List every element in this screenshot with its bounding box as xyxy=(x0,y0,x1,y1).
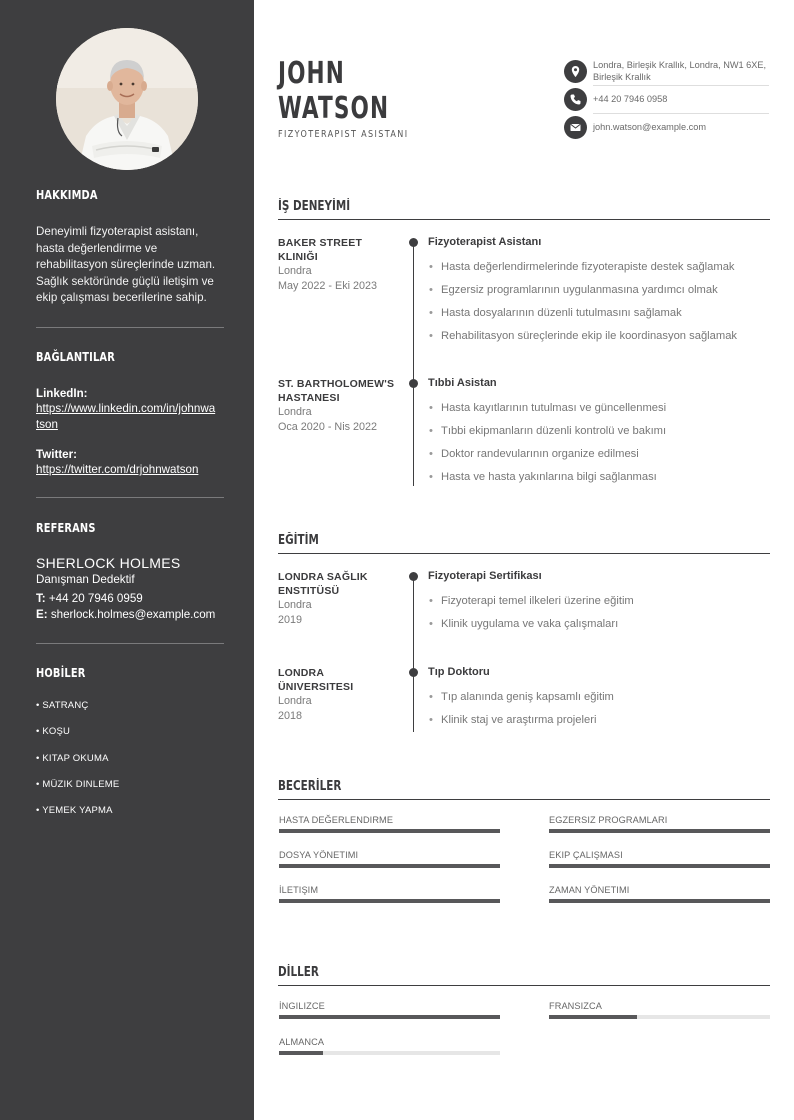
job-role: Tıbbi Asistan xyxy=(428,377,497,389)
education-bullet: • Klinik uygulama ve vaka çalışmaları xyxy=(429,618,618,630)
phone-icon xyxy=(564,88,587,111)
envelope-icon xyxy=(564,116,587,139)
degree-title: Fizyoterapi Sertifikası xyxy=(428,570,542,582)
education-entry-meta xyxy=(278,571,396,627)
school-name: LONDRA ÜNIVERSITESI xyxy=(278,667,354,693)
education-timeline xyxy=(413,576,414,732)
reference-block xyxy=(36,554,224,623)
sidebar-divider xyxy=(36,643,224,644)
timeline-dot xyxy=(409,379,418,388)
hobby-item: • SATRANÇ xyxy=(36,700,89,711)
skill-name: İLETIŞIM xyxy=(279,885,319,895)
employer-location: Londra xyxy=(278,406,312,418)
hobby-item: • KOŞU xyxy=(36,726,71,738)
language-name: İNGILIZCE xyxy=(279,1001,325,1011)
job-title: FIZYOTERAPIST ASISTANI xyxy=(278,129,409,140)
profile-photo xyxy=(56,28,198,170)
twitter-label: Twitter: xyxy=(36,448,78,461)
section-rule xyxy=(278,553,770,554)
linkedin-label: LinkedIn: xyxy=(36,387,88,400)
contact-address: Londra, Birleşik Krallık, Londra, NW1 6XE, Birleşik Krallık xyxy=(593,60,767,82)
sidebar xyxy=(0,0,254,1120)
education-title: EĞİTİM xyxy=(278,533,319,548)
contact-divider xyxy=(593,85,769,86)
language-item xyxy=(549,1000,770,1012)
reference-role: Danışman Dedektif xyxy=(36,573,135,586)
skill-item xyxy=(549,884,770,896)
reference-phone-label: T: xyxy=(36,592,46,605)
reference-email-row xyxy=(36,607,224,623)
reference-phone: +44 20 7946 0959 xyxy=(48,592,143,605)
education-year: 2018 xyxy=(278,709,303,722)
language-bar-track xyxy=(279,1015,500,1019)
about-text: Deneyimli fizyoterapist asistanı, hasta değerlendirme ve rehabilitasyon süreçlerinde uzman. Sağlık sektöründe güçlü iletişim ve ekip çalışması becerilerine sahip. xyxy=(36,225,216,304)
linkedin-link-block xyxy=(36,386,224,433)
links-title: BAĞLANTILAR xyxy=(36,350,115,364)
contact-phone-row xyxy=(564,88,770,114)
education-bullet: • Tıp alanında geniş kapsamlı eğitim xyxy=(429,691,614,703)
language-bar-fill xyxy=(549,1015,637,1019)
skill-bar-fill xyxy=(549,829,770,833)
person-photo-illustration xyxy=(56,28,198,170)
skill-bar-fill xyxy=(549,899,770,903)
reference-phone-row xyxy=(36,591,224,607)
language-bar-fill xyxy=(279,1051,323,1055)
contact-address-row xyxy=(564,60,770,86)
employer-name: BAKER STREET KLINIĞI xyxy=(278,237,363,263)
sidebar-divider xyxy=(36,327,224,328)
about-title: HAKKIMDA xyxy=(36,188,98,202)
reference-email-label: E: xyxy=(36,608,48,621)
reference-email: sherlock.holmes@example.com xyxy=(50,608,216,621)
language-name: FRANSIZCA xyxy=(549,1001,602,1011)
experience-bullet: • Hasta dosyalarının düzenli tutulmasını sağlamak xyxy=(429,307,682,319)
skill-item xyxy=(279,814,500,826)
hobby-item: • KITAP OKUMA xyxy=(36,752,109,764)
experience-bullet: • Hasta ve hasta yakınlarına bilgi sağlanması xyxy=(429,471,657,483)
hobbies-section xyxy=(36,666,224,680)
skill-name: EGZERSIZ PROGRAMLARI xyxy=(549,815,668,825)
experience-entry-meta xyxy=(278,237,396,293)
skill-name: DOSYA YÖNETIMI xyxy=(279,850,359,860)
about-section xyxy=(36,188,224,202)
skills-title: BECERİLER xyxy=(278,779,342,794)
degree-title: Tıp Doktoru xyxy=(428,666,490,678)
hobby-item: • YEMEK YAPMA xyxy=(36,805,113,817)
timeline-dot xyxy=(409,668,418,677)
skill-item xyxy=(279,884,500,896)
experience-bullet: • Egzersiz programlarının uygulanmasına yardımcı olmak xyxy=(429,284,718,296)
sidebar-divider xyxy=(36,497,224,498)
twitter-link[interactable]: https://twitter.com/drjohnwatson xyxy=(36,463,199,476)
employment-dates: Oca 2020 - Nis 2022 xyxy=(278,420,378,433)
location-pin-icon xyxy=(564,60,587,83)
skill-bar-track xyxy=(279,829,500,833)
skill-item xyxy=(549,814,770,826)
languages-title: DİLLER xyxy=(278,965,319,980)
experience-bullet: • Doktor randevularının organize edilmesi xyxy=(429,448,639,460)
skill-bar-fill xyxy=(279,829,500,833)
skill-bar-track xyxy=(279,864,500,868)
experience-bullet: • Rehabilitasyon süreçlerinde ekip ile koordinasyon sağlamak xyxy=(429,330,737,342)
language-bar-track xyxy=(549,1015,770,1019)
experience-timeline xyxy=(413,242,414,486)
experience-entry-meta xyxy=(278,378,396,434)
skill-bar-track xyxy=(549,899,770,903)
reference-name: SHERLOCK HOLMES xyxy=(36,555,181,571)
education-bullet: • Fizyoterapi temel ilkeleri üzerine eğitim xyxy=(429,595,634,607)
section-rule xyxy=(278,219,770,220)
twitter-link-block xyxy=(36,447,224,478)
language-item xyxy=(279,1036,500,1048)
experience-bullet: • Tıbbi ekipmanların düzenli kontrolü ve bakımı xyxy=(429,425,666,437)
skill-bar-fill xyxy=(549,864,770,868)
skill-name: HASTA DEĞERLENDIRME xyxy=(279,815,394,825)
reference-section xyxy=(36,521,224,535)
skill-name: ZAMAN YÖNETIMI xyxy=(549,885,630,895)
experience-title: İŞ DENEYİMİ xyxy=(278,199,351,214)
skill-item xyxy=(549,849,770,861)
language-bar-track xyxy=(279,1051,500,1055)
hobbies-title: HOBİLER xyxy=(36,666,86,680)
language-bar-fill xyxy=(279,1015,500,1019)
contact-divider xyxy=(593,113,769,114)
linkedin-link[interactable]: https://www.linkedin.com/in/johnwatson xyxy=(36,402,216,431)
section-rule xyxy=(278,985,770,986)
experience-bullet: • Hasta değerlendirmelerinde fizyoterapiste destek sağlamak xyxy=(429,261,735,273)
employer-name: ST. BARTHOLOMEW'S HASTANESI xyxy=(278,378,395,404)
education-bullet: • Klinik staj ve araştırma projeleri xyxy=(429,714,596,726)
school-location: Londra xyxy=(278,599,312,611)
last-name: WATSON xyxy=(278,91,390,126)
contact-email-row xyxy=(564,116,770,142)
section-rule xyxy=(278,799,770,800)
hobby-item: • MÜZIK DINLEME xyxy=(36,778,120,790)
language-name: ALMANCA xyxy=(279,1037,325,1047)
contact-email: john.watson@example.com xyxy=(593,122,706,132)
skill-bar-track xyxy=(549,864,770,868)
skill-item xyxy=(279,849,500,861)
candidate-name xyxy=(278,56,389,126)
employment-dates: May 2022 - Eki 2023 xyxy=(278,279,378,292)
skill-bar-track xyxy=(549,829,770,833)
hobbies-list xyxy=(36,693,224,824)
education-year: 2019 xyxy=(278,613,303,626)
school-location: Londra xyxy=(278,695,312,707)
school-name: LONDRA SAĞLIK ENSTITÜSÜ xyxy=(278,571,368,597)
first-name: JOHN xyxy=(278,56,345,91)
education-entry-meta xyxy=(278,667,396,723)
skill-name: EKIP ÇALIŞMASI xyxy=(549,850,623,860)
language-item xyxy=(279,1000,500,1012)
reference-title: REFERANS xyxy=(36,521,96,535)
skill-bar-fill xyxy=(279,899,500,903)
skill-bar-fill xyxy=(279,864,500,868)
contact-phone: +44 20 7946 0958 xyxy=(593,94,668,104)
job-role: Fizyoterapist Asistanı xyxy=(428,236,542,248)
skill-bar-track xyxy=(279,899,500,903)
timeline-dot xyxy=(409,572,418,581)
timeline-dot xyxy=(409,238,418,247)
experience-bullet: • Hasta kayıtlarının tutulması ve güncellenmesi xyxy=(429,402,666,414)
links-section xyxy=(36,350,224,364)
employer-location: Londra xyxy=(278,265,312,277)
